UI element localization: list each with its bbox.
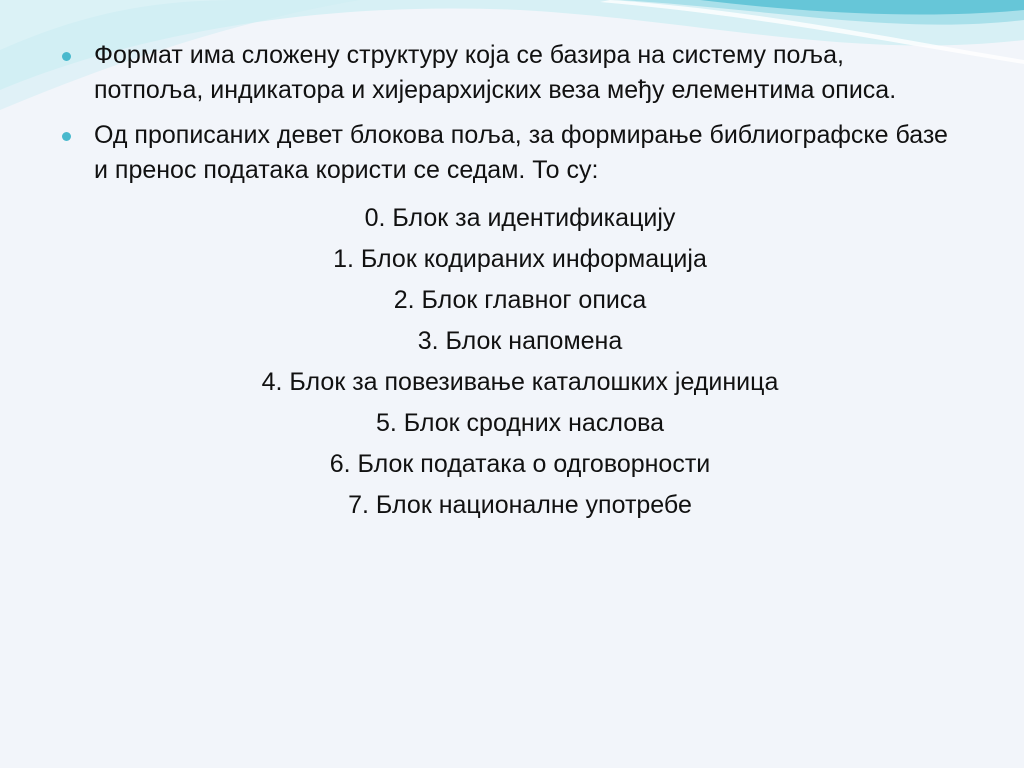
list-item: 5. Блок сродних наслова: [375, 409, 665, 437]
list-item: 7. Блок националне употребе: [348, 491, 692, 519]
bullet-dot-icon: [62, 52, 71, 61]
list-item: 3. Блок напомена: [417, 327, 623, 355]
list-item: 0. Блок за идентификацију: [364, 204, 676, 232]
list-item: 4. Блок за повезивање каталошких јединица: [261, 368, 779, 396]
list-item: 2. Блок главног описа: [393, 286, 647, 314]
bullet-dot-icon: [62, 132, 71, 141]
list-item: 1. Блок кодираних информација: [333, 245, 707, 273]
bullet-text-1: Формат има сложену структуру која се базира на систему поља, потпоља, индикатора и хијерархијских веза међу елементима описа.: [94, 41, 897, 104]
slide-content: [60, 38, 960, 526]
bullet-text-2: Од прописаних девет блокова поља, за формирање библиографске базе и пренос података користи се седам. То су:: [94, 121, 948, 184]
bullet-item-2: [60, 118, 960, 188]
list-item: 6. Блок података о одговорности: [329, 450, 711, 478]
bullet-item-1: [60, 38, 960, 108]
block-list: [60, 198, 980, 526]
